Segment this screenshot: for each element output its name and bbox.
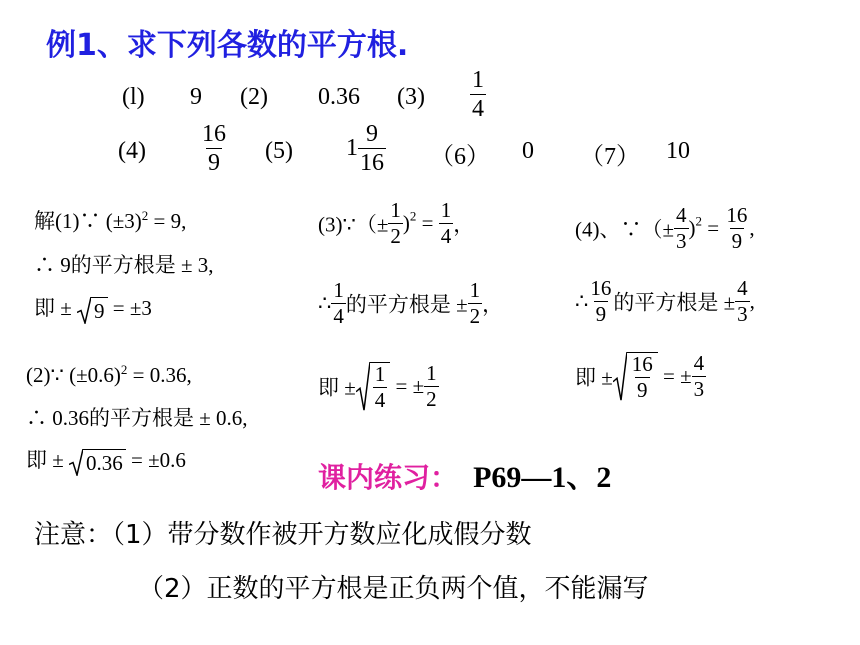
fraction-numerator: 4	[693, 351, 705, 375]
practice-line	[318, 452, 611, 496]
sqrt-symbol	[613, 352, 658, 401]
fraction-denominator: 9	[595, 302, 607, 326]
fraction-numerator: 1	[426, 361, 437, 385]
fraction-denominator: 9	[731, 229, 743, 253]
fraction-numerator: 16	[726, 203, 748, 227]
mixed-whole: 1	[346, 135, 358, 161]
solution-text: = ±	[657, 364, 692, 388]
fraction-denominator: 9	[637, 378, 648, 402]
radicand: 0.36	[83, 449, 126, 476]
sqrt-symbol	[356, 362, 391, 411]
solution-text: 即 ±	[318, 375, 356, 400]
solution-text: 即 ±	[26, 448, 64, 472]
fraction-numerator: 9	[366, 121, 378, 147]
solution-text: ∴	[575, 289, 589, 313]
radicand: 9	[91, 297, 108, 324]
solution-1-line-2: ∴ 9的平方根是 ± 3,	[34, 253, 214, 277]
fraction-numerator: 1	[469, 278, 481, 302]
problem-2-value: 0.36	[318, 84, 360, 110]
problem-3-label: (3)	[397, 84, 425, 110]
fraction-denominator: 16	[360, 150, 384, 176]
solution-text: =	[416, 211, 439, 235]
solution-3-line-3	[318, 362, 439, 411]
solution-text: 的平方根是 ±	[345, 292, 468, 317]
problem-5-mixed-number	[346, 122, 386, 175]
problem-4-fraction	[200, 122, 228, 175]
practice-label: 课内练习：	[318, 461, 459, 494]
solution-text: = ±	[390, 374, 425, 398]
problem-1-value: 9	[190, 84, 202, 110]
fraction-numerator: 4	[676, 203, 687, 227]
fraction-denominator: 3	[676, 229, 687, 253]
fraction-denominator: 2	[469, 304, 481, 328]
fraction-numerator: 1	[472, 67, 484, 93]
fraction-numerator: 1	[440, 198, 452, 222]
fraction-numerator: 1	[374, 362, 386, 386]
fraction-denominator: 4	[374, 388, 386, 412]
fraction-denominator: 2	[426, 387, 437, 411]
solution-2-line-3	[26, 444, 186, 476]
practice-reference: P69—1、2	[473, 461, 612, 494]
fraction-numerator: 16	[590, 276, 612, 300]
solution-text: )	[402, 211, 410, 235]
fraction-denominator: 4	[440, 224, 452, 248]
exponent: 2	[409, 208, 417, 224]
exponent: 2	[695, 213, 703, 229]
solution-text: 解(1)∵ (±3)	[34, 209, 142, 233]
solution-text: = ±3	[112, 296, 152, 320]
solution-2-line-1	[26, 362, 192, 388]
solution-text: = ±0.6	[131, 448, 186, 472]
fraction-denominator: 4	[333, 304, 344, 328]
fraction-numerator: 4	[737, 276, 748, 300]
problem-7-value: 10	[666, 138, 690, 164]
page-title: 例1、求下列各数的平方根.	[46, 28, 409, 63]
solution-2-line-2: ∴ 0.36的平方根是 ± 0.6,	[26, 406, 248, 430]
solution-text: =	[702, 216, 725, 240]
solution-text: (2)∵ (±0.6)	[26, 363, 121, 387]
solution-text: ，	[453, 212, 475, 237]
solution-text: ,	[749, 216, 755, 240]
solution-text: ，	[482, 292, 504, 317]
problem-3-fraction	[470, 68, 486, 121]
problem-2-label: (2)	[240, 84, 268, 110]
solution-text: ,	[749, 289, 755, 313]
fraction-denominator: 2	[390, 224, 401, 248]
solution-4-line-3	[575, 352, 706, 401]
solution-1-line-1	[34, 205, 186, 235]
problem-6-label: （6）	[430, 144, 490, 170]
fraction-denominator: 4	[472, 96, 484, 122]
problem-4-label: (4)	[118, 138, 146, 164]
fraction-numerator: 16	[631, 352, 653, 376]
exponent: 2	[141, 208, 149, 223]
solution-4-line-1	[575, 205, 755, 252]
solution-text: 即 ±	[575, 365, 613, 390]
fraction-numerator: 1	[390, 198, 401, 222]
solution-text: ∴	[318, 291, 332, 315]
solution-text: (4)、∵（±	[575, 217, 675, 242]
fraction-numerator: 1	[333, 278, 344, 302]
fraction-numerator: 16	[202, 121, 226, 147]
exponent: 2	[120, 362, 128, 377]
fraction-denominator: 3	[693, 377, 705, 401]
fraction-denominator: 9	[208, 150, 220, 176]
solution-3-line-2	[318, 280, 503, 327]
note-line-2: （2）正数的平方根是正负两个值，不能漏写	[138, 574, 649, 604]
problem-1-label: (l)	[122, 84, 145, 110]
solution-3-line-1	[318, 200, 474, 247]
solution-text: = 9,	[148, 209, 187, 233]
solution-1-line-3	[34, 292, 152, 324]
solution-text: 的平方根是 ±	[613, 290, 736, 315]
solution-text: (3)∵（±	[318, 212, 389, 237]
sqrt-symbol	[69, 449, 126, 476]
problem-6-value: 0	[522, 138, 534, 164]
problem-7-label: （7）	[580, 144, 640, 170]
sqrt-symbol	[77, 297, 108, 324]
problem-5-label: (5)	[265, 138, 293, 164]
fraction-denominator: 3	[737, 302, 748, 326]
solution-4-line-2	[575, 278, 755, 325]
note-line-1: 注意：（1）带分数作被开方数应化成假分数	[34, 520, 532, 550]
solution-text: = 0.36,	[127, 363, 192, 387]
solution-text: 即 ±	[34, 296, 72, 320]
solution-text: )	[688, 216, 696, 240]
